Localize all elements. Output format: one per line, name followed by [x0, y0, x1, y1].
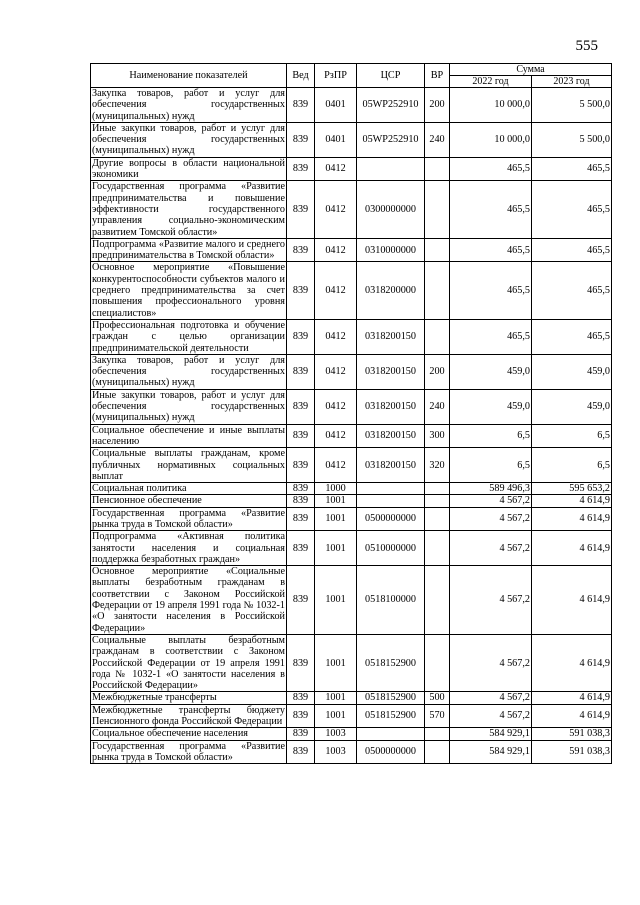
cell-csr: 0500000000	[357, 507, 425, 531]
cell-vr	[425, 728, 450, 740]
cell-vr	[425, 507, 450, 531]
cell-ved: 839	[287, 181, 315, 238]
cell-csr: 0318200150	[357, 448, 425, 483]
cell-ved: 839	[287, 238, 315, 262]
cell-vr	[425, 495, 450, 507]
cell-2022: 465,5	[450, 181, 532, 238]
cell-2022: 4 567,2	[450, 704, 532, 728]
cell-rzpr: 1003	[315, 740, 357, 764]
table-row	[91, 566, 612, 635]
cell-2022: 4 567,2	[450, 495, 532, 507]
table-row	[91, 531, 612, 566]
cell-rzpr: 1001	[315, 692, 357, 704]
cell-name: Социальное обеспечение и иные выплаты населению	[92, 424, 285, 447]
cell-rzpr: 0412	[315, 448, 357, 483]
cell-2023: 4 614,9	[532, 634, 612, 691]
table-row	[91, 354, 612, 389]
cell-2022: 459,0	[450, 389, 532, 424]
cell-name: Иные закупки товаров, работ и услуг для обеспечения государственных (муниципальных) нужд	[92, 122, 285, 157]
header-summa: Сумма	[450, 64, 612, 76]
cell-csr: 0318200150	[357, 389, 425, 424]
cell-name: Государственная программа «Развитие рынка труда в Томской области»	[92, 740, 285, 763]
cell-2023: 4 614,9	[532, 507, 612, 531]
cell-2023: 5 500,0	[532, 122, 612, 157]
table-row	[91, 483, 612, 495]
cell-ved: 839	[287, 531, 315, 566]
cell-csr	[357, 157, 425, 181]
cell-2022: 584 929,1	[450, 728, 532, 740]
cell-vr: 570	[425, 704, 450, 728]
cell-rzpr: 0412	[315, 157, 357, 181]
cell-rzpr: 0412	[315, 424, 357, 448]
cell-name: Закупка товаров, работ и услуг для обеспечения государственных (муниципальных) нужд	[92, 354, 285, 389]
cell-2022: 10 000,0	[450, 88, 532, 123]
cell-csr	[357, 483, 425, 495]
cell-vr	[425, 566, 450, 635]
header-csr: ЦСР	[357, 64, 425, 88]
cell-rzpr: 1001	[315, 507, 357, 531]
cell-vr	[425, 740, 450, 764]
table-row	[91, 507, 612, 531]
table-row	[91, 692, 612, 704]
cell-ved: 839	[287, 704, 315, 728]
cell-name: Основное мероприятие «Повышение конкурентоспособности субъектов малого и среднего предпринимательства за счет повышения профессионального уровня специалистов»	[92, 262, 285, 319]
cell-2023: 5 500,0	[532, 88, 612, 123]
cell-csr: 0518152900	[357, 704, 425, 728]
budget-table	[90, 63, 612, 764]
cell-csr: 0310000000	[357, 238, 425, 262]
cell-2023: 6,5	[532, 424, 612, 448]
cell-2022: 4 567,2	[450, 634, 532, 691]
cell-name: Иные закупки товаров, работ и услуг для обеспечения государственных (муниципальных) нужд	[92, 389, 285, 424]
table-row	[91, 181, 612, 238]
header-vr: ВР	[425, 64, 450, 88]
cell-2023: 595 653,2	[532, 483, 612, 495]
cell-csr: 05WP252910	[357, 122, 425, 157]
table-row	[91, 634, 612, 691]
cell-vr: 200	[425, 354, 450, 389]
table-row	[91, 88, 612, 123]
cell-csr: 0518152900	[357, 634, 425, 691]
cell-vr	[425, 483, 450, 495]
cell-vr	[425, 319, 450, 354]
cell-vr	[425, 181, 450, 238]
cell-vr	[425, 238, 450, 262]
cell-2023: 4 614,9	[532, 566, 612, 635]
cell-rzpr: 0412	[315, 238, 357, 262]
cell-csr: 0318200150	[357, 354, 425, 389]
cell-name: Другие вопросы в области национальной экономики	[92, 157, 285, 181]
cell-2023: 591 038,3	[532, 728, 612, 740]
cell-ved: 839	[287, 483, 315, 495]
cell-2022: 4 567,2	[450, 566, 532, 635]
cell-name: Социальная политика	[91, 483, 287, 495]
cell-2023: 4 614,9	[532, 531, 612, 566]
cell-vr: 240	[425, 122, 450, 157]
cell-ved: 839	[287, 319, 315, 354]
cell-vr	[425, 634, 450, 691]
cell-2022: 465,5	[450, 238, 532, 262]
cell-csr: 0318200150	[357, 319, 425, 354]
cell-vr: 320	[425, 448, 450, 483]
table-row	[91, 424, 612, 448]
cell-vr	[425, 262, 450, 319]
cell-rzpr: 0412	[315, 181, 357, 238]
cell-2022: 6,5	[450, 448, 532, 483]
cell-rzpr: 1001	[315, 704, 357, 728]
cell-2022: 584 929,1	[450, 740, 532, 764]
cell-vr: 300	[425, 424, 450, 448]
cell-csr: 0518100000	[357, 566, 425, 635]
table-row	[91, 448, 612, 483]
cell-name: Закупка товаров, работ и услуг для обеспечения государственных (муниципальных) нужд	[92, 88, 285, 122]
cell-csr	[357, 728, 425, 740]
cell-ved: 839	[287, 354, 315, 389]
cell-ved: 839	[287, 692, 315, 704]
cell-vr: 500	[425, 692, 450, 704]
table-row	[91, 495, 612, 507]
table-row	[91, 238, 612, 262]
cell-name: Межбюджетные трансферты	[91, 692, 287, 704]
cell-name: Государственная программа «Развитие рынка труда в Томской области»	[92, 507, 285, 530]
cell-csr: 0318200150	[357, 424, 425, 448]
cell-name: Подпрограмма «Активная политика занятости населения и социальная поддержка безработных граждан»	[92, 531, 285, 565]
cell-rzpr: 1001	[315, 634, 357, 691]
cell-name: Основное мероприятие «Социальные выплаты безработным гражданам в соответствии с Законом Российской Федерации от 19 апреля 1991 года № 1032-1 «О занятости населения в Российской Федерации»	[92, 566, 285, 634]
cell-vr	[425, 157, 450, 181]
table-row	[91, 157, 612, 181]
cell-ved: 839	[287, 740, 315, 764]
header-ved: Вед	[287, 64, 315, 88]
cell-ved: 839	[287, 262, 315, 319]
cell-ved: 839	[287, 122, 315, 157]
cell-csr: 0318200000	[357, 262, 425, 319]
cell-rzpr: 0401	[315, 122, 357, 157]
cell-2022: 465,5	[450, 319, 532, 354]
cell-rzpr: 0401	[315, 88, 357, 123]
cell-ved: 839	[287, 448, 315, 483]
cell-rzpr: 1001	[315, 495, 357, 507]
cell-csr: 0510000000	[357, 531, 425, 566]
cell-name: Социальное обеспечение населения	[91, 728, 287, 740]
table-row	[91, 728, 612, 740]
cell-rzpr: 0412	[315, 389, 357, 424]
cell-2023: 465,5	[532, 157, 612, 181]
cell-vr: 240	[425, 389, 450, 424]
cell-name: Межбюджетные трансферты бюджету Пенсионного фонда Российской Федерации	[92, 704, 285, 728]
cell-ved: 839	[287, 88, 315, 123]
cell-2023: 465,5	[532, 262, 612, 319]
cell-rzpr: 1001	[315, 531, 357, 566]
cell-2023: 465,5	[532, 181, 612, 238]
cell-rzpr: 1000	[315, 483, 357, 495]
cell-name: Государственная программа «Развитие предпринимательства и повышение эффективности государственного управления социально-экономическим развитием Томской области»	[92, 181, 285, 238]
cell-2022: 6,5	[450, 424, 532, 448]
cell-name: Профессиональная подготовка и обучение граждан с целью организации предпринимательской деятельности	[92, 319, 285, 354]
cell-2022: 459,0	[450, 354, 532, 389]
cell-ved: 839	[287, 634, 315, 691]
header-2022: 2022 год	[450, 76, 532, 88]
cell-2022: 4 567,2	[450, 531, 532, 566]
table-row	[91, 319, 612, 354]
cell-2023: 4 614,9	[532, 704, 612, 728]
cell-ved: 839	[287, 566, 315, 635]
cell-name: Пенсионное обеспечение	[91, 495, 287, 507]
cell-rzpr: 1001	[315, 566, 357, 635]
cell-name: Социальные выплаты гражданам, кроме публичных нормативных социальных выплат	[92, 448, 285, 482]
cell-2022: 465,5	[450, 157, 532, 181]
cell-csr: 0500000000	[357, 740, 425, 764]
cell-2023: 459,0	[532, 389, 612, 424]
cell-2023: 4 614,9	[532, 495, 612, 507]
cell-2023: 6,5	[532, 448, 612, 483]
table-row	[91, 704, 612, 728]
cell-ved: 839	[287, 495, 315, 507]
cell-2023: 459,0	[532, 354, 612, 389]
cell-2022: 4 567,2	[450, 507, 532, 531]
table-row	[91, 389, 612, 424]
cell-ved: 839	[287, 424, 315, 448]
cell-name: Социальные выплаты безработным гражданам в соответствии с Законом Российской Федерации от 19 апреля 1991 года № 1032-1 «О занятости населения в Российской Федерации»	[92, 634, 285, 692]
cell-ved: 839	[287, 728, 315, 740]
cell-ved: 839	[287, 507, 315, 531]
cell-2022: 4 567,2	[450, 692, 532, 704]
table-row	[91, 740, 612, 764]
cell-2023: 591 038,3	[532, 740, 612, 764]
cell-2022: 10 000,0	[450, 122, 532, 157]
cell-2023: 465,5	[532, 238, 612, 262]
header-rzpr: РзПР	[315, 64, 357, 88]
cell-2023: 4 614,9	[532, 692, 612, 704]
cell-vr	[425, 531, 450, 566]
cell-vr: 200	[425, 88, 450, 123]
cell-csr: 0300000000	[357, 181, 425, 238]
cell-rzpr: 0412	[315, 319, 357, 354]
cell-rzpr: 0412	[315, 262, 357, 319]
cell-2022: 465,5	[450, 262, 532, 319]
table-row	[91, 262, 612, 319]
table-row	[91, 122, 612, 157]
cell-ved: 839	[287, 389, 315, 424]
page-number: 555	[575, 38, 598, 54]
cell-csr	[357, 495, 425, 507]
cell-2022: 589 496,3	[450, 483, 532, 495]
cell-name: Подпрограмма «Развитие малого и среднего предпринимательства в Томской области»	[92, 238, 285, 262]
cell-2023: 465,5	[532, 319, 612, 354]
cell-csr: 05WP252910	[357, 88, 425, 123]
header-2023: 2023 год	[532, 76, 612, 88]
cell-rzpr: 1003	[315, 728, 357, 740]
cell-ved: 839	[287, 157, 315, 181]
header-name: Наименование показателей	[91, 64, 287, 88]
cell-rzpr: 0412	[315, 354, 357, 389]
cell-csr: 0518152900	[357, 692, 425, 704]
